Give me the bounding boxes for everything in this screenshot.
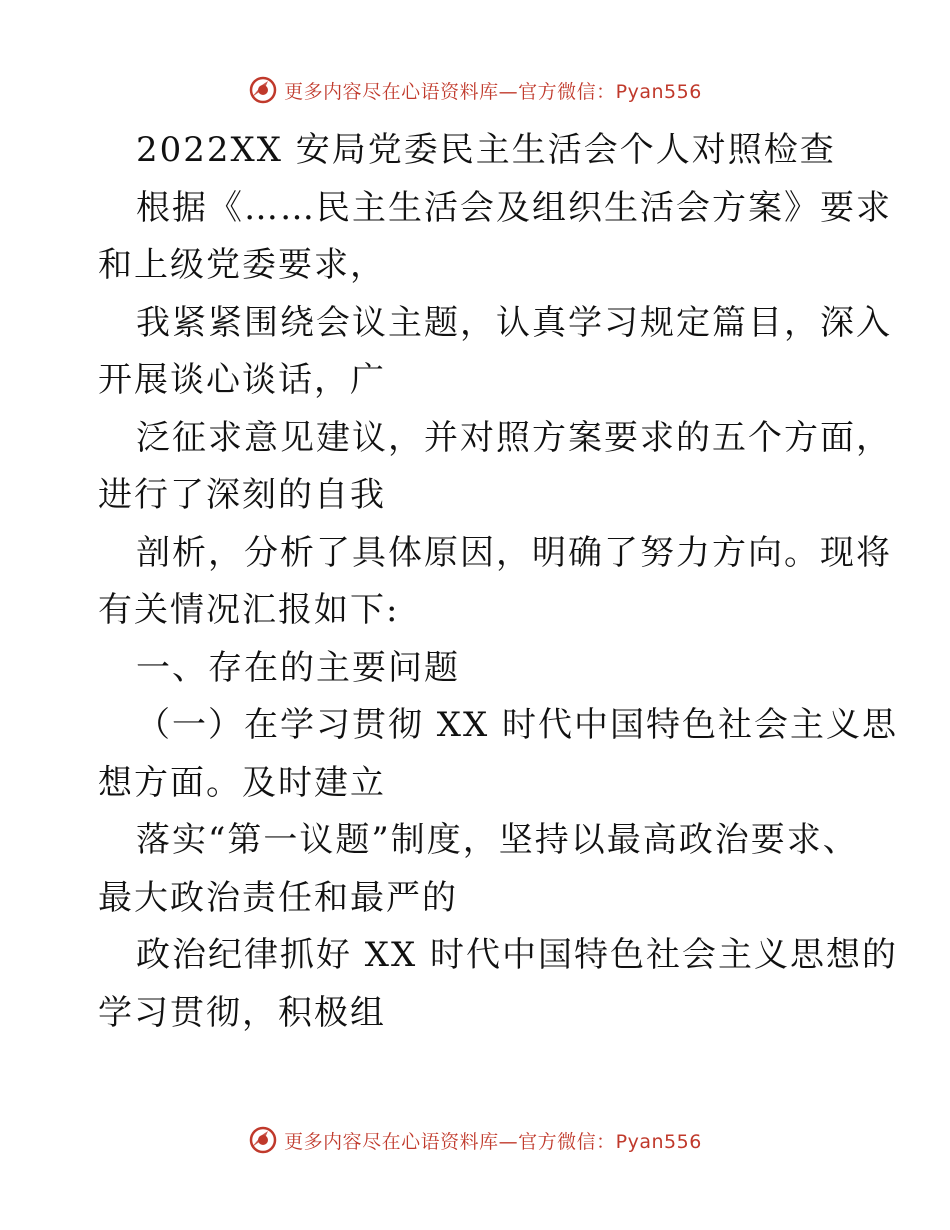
text-line: 学习贯彻，积极组 <box>98 992 386 1033</box>
footer-watermark <box>0 1120 950 1160</box>
text-line: 我紧紧围绕会议主题，认真学习规定篇目，深入 <box>136 302 892 343</box>
text-line: 最大政治责任和最严的 <box>98 877 458 918</box>
text-line: 2022XX 安局党委民主生活会个人对照检查 <box>136 130 836 170</box>
text-line: 想方面。及时建立 <box>98 762 386 803</box>
text-line: 政治纪律抓好 XX 时代中国特色社会主义思想的 <box>136 935 899 975</box>
watermark-text: 更多内容尽在心语资料库—官方微信：Pyan556 <box>284 1130 702 1153</box>
watermark-text: 更多内容尽在心语资料库—官方微信：Pyan556 <box>284 80 702 103</box>
text-line: 开展谈心谈话，广 <box>98 360 386 400</box>
document-body <box>98 122 899 1042</box>
text-line: 落实“第一议题”制度，坚持以最高政治要求、 <box>136 820 859 860</box>
text-line: 进行了深刻的自我 <box>98 475 386 515</box>
header-watermark <box>0 70 950 110</box>
text-line: （一）在学习贯彻 XX 时代中国特色社会主义思 <box>136 705 899 745</box>
text-line: 和上级党委要求， <box>98 245 386 285</box>
text-line: 一、存在的主要问题 <box>136 647 460 688</box>
brand-logo-icon <box>248 75 278 105</box>
brand-logo-icon <box>248 1125 278 1155</box>
text-line: 根据《……民主生活会及组织生活会方案》要求 <box>136 187 892 228</box>
text-line: 有关情况汇报如下: <box>98 590 400 630</box>
text-line: 剖析，分析了具体原因，明确了努力方向。现将 <box>136 532 892 573</box>
text-line: 泛征求意见建议，并对照方案要求的五个方面， <box>136 417 892 458</box>
